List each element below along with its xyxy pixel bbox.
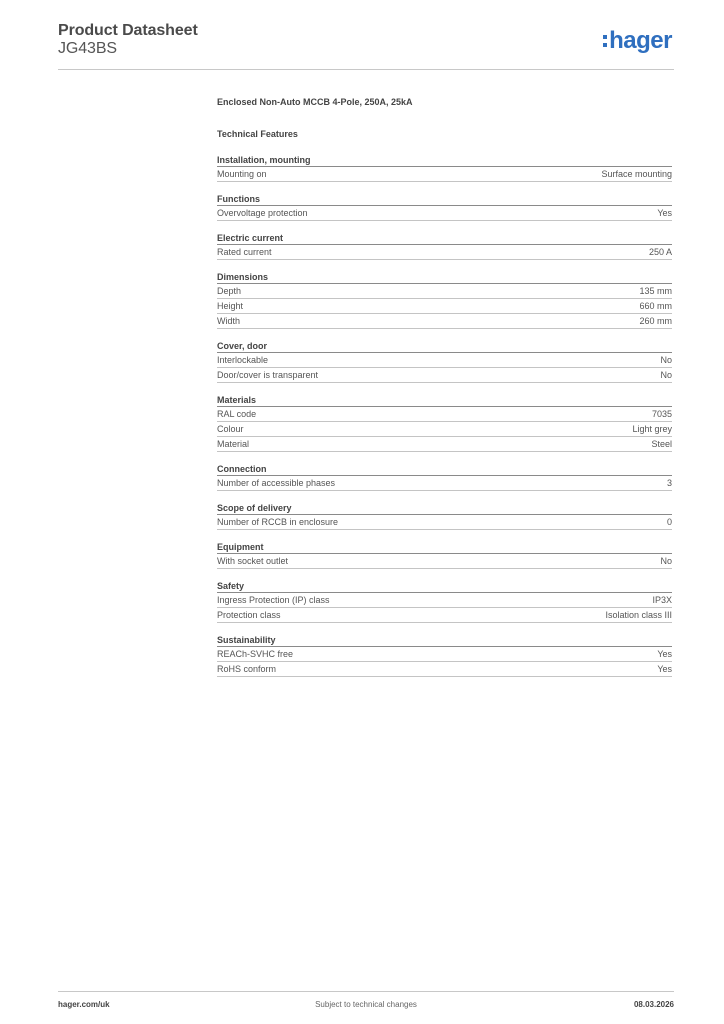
footer-notice: Subject to technical changes	[315, 1000, 417, 1009]
footer-date: 08.03.2026	[633, 1000, 674, 1009]
section-title: Connection	[217, 464, 672, 476]
section-title: Installation, mounting	[217, 155, 672, 167]
feature-row	[217, 314, 672, 329]
feature-value: No	[660, 370, 672, 380]
feature-value: Light grey	[632, 424, 672, 434]
feature-label: With socket outlet	[217, 556, 289, 566]
section-title: Safety	[217, 581, 672, 593]
feature-section	[217, 341, 672, 383]
datasheet-content	[217, 97, 672, 677]
feature-label: Interlockable	[217, 355, 269, 365]
feature-value: Isolation class III	[605, 610, 672, 620]
feature-row	[217, 647, 672, 662]
feature-label: Width	[217, 316, 241, 326]
feature-section	[217, 464, 672, 491]
feature-section	[217, 155, 672, 182]
feature-row	[217, 437, 672, 452]
feature-label: Protection class	[217, 610, 281, 620]
feature-value: Yes	[657, 664, 672, 674]
page-footer	[58, 991, 674, 1011]
feature-value: 7035	[651, 409, 672, 419]
feature-row	[217, 368, 672, 383]
logo-text: hager	[609, 27, 672, 54]
feature-row	[217, 245, 672, 260]
feature-row	[217, 554, 672, 569]
feature-section	[217, 395, 672, 452]
page-title: Product Datasheet	[58, 22, 198, 39]
feature-label: Overvoltage protection	[217, 208, 308, 218]
section-title: Cover, door	[217, 341, 672, 353]
feature-section	[217, 542, 672, 569]
feature-section	[217, 503, 672, 530]
feature-label: Ingress Protection (IP) class	[217, 595, 330, 605]
feature-value: No	[660, 556, 672, 566]
page-header	[58, 22, 674, 70]
features-title: Technical Features	[217, 129, 298, 139]
feature-value: Yes	[657, 208, 672, 218]
feature-sections	[217, 155, 672, 677]
feature-value: 260 mm	[639, 316, 672, 326]
feature-label: Rated current	[217, 247, 272, 257]
feature-section	[217, 581, 672, 623]
feature-row	[217, 206, 672, 221]
feature-section	[217, 194, 672, 221]
feature-label: Mounting on	[217, 169, 267, 179]
product-title: Enclosed Non-Auto MCCB 4-Pole, 250A, 25kA	[217, 97, 413, 107]
feature-row	[217, 407, 672, 422]
hager-logo	[603, 28, 672, 54]
feature-row	[217, 476, 672, 491]
feature-row	[217, 515, 672, 530]
section-title: Functions	[217, 194, 672, 206]
feature-label: Number of accessible phases	[217, 478, 336, 488]
feature-label: Height	[217, 301, 244, 311]
feature-value: 660 mm	[639, 301, 672, 311]
feature-value: No	[660, 355, 672, 365]
feature-value: 0	[666, 517, 672, 527]
feature-label: Number of RCCB in enclosure	[217, 517, 339, 527]
feature-value: Surface mounting	[601, 169, 672, 179]
section-title: Sustainability	[217, 635, 672, 647]
feature-value: Yes	[657, 649, 672, 659]
feature-value: 135 mm	[639, 286, 672, 296]
feature-label: REACh-SVHC free	[217, 649, 294, 659]
feature-label: Depth	[217, 286, 242, 296]
feature-row	[217, 593, 672, 608]
feature-row	[217, 422, 672, 437]
footer-website: hager.com/uk	[58, 1000, 110, 1009]
feature-row	[217, 284, 672, 299]
feature-section	[217, 233, 672, 260]
section-title: Equipment	[217, 542, 672, 554]
feature-label: Colour	[217, 424, 244, 434]
feature-value: Steel	[651, 439, 672, 449]
feature-section	[217, 272, 672, 329]
feature-value: IP3X	[652, 595, 672, 605]
feature-row	[217, 662, 672, 677]
feature-label: Material	[217, 439, 250, 449]
feature-label: Door/cover is transparent	[217, 370, 319, 380]
feature-label: RoHS conform	[217, 664, 277, 674]
feature-label: RAL code	[217, 409, 257, 419]
feature-row	[217, 299, 672, 314]
feature-row	[217, 608, 672, 623]
product-code: JG43BS	[58, 40, 117, 57]
section-title: Scope of delivery	[217, 503, 672, 515]
feature-row	[217, 353, 672, 368]
section-title: Materials	[217, 395, 672, 407]
feature-value: 250 A	[648, 247, 672, 257]
section-title: Electric current	[217, 233, 672, 245]
feature-row	[217, 167, 672, 182]
logo-dots-icon	[603, 35, 607, 47]
section-title: Dimensions	[217, 272, 672, 284]
feature-section	[217, 635, 672, 677]
feature-value: 3	[666, 478, 672, 488]
